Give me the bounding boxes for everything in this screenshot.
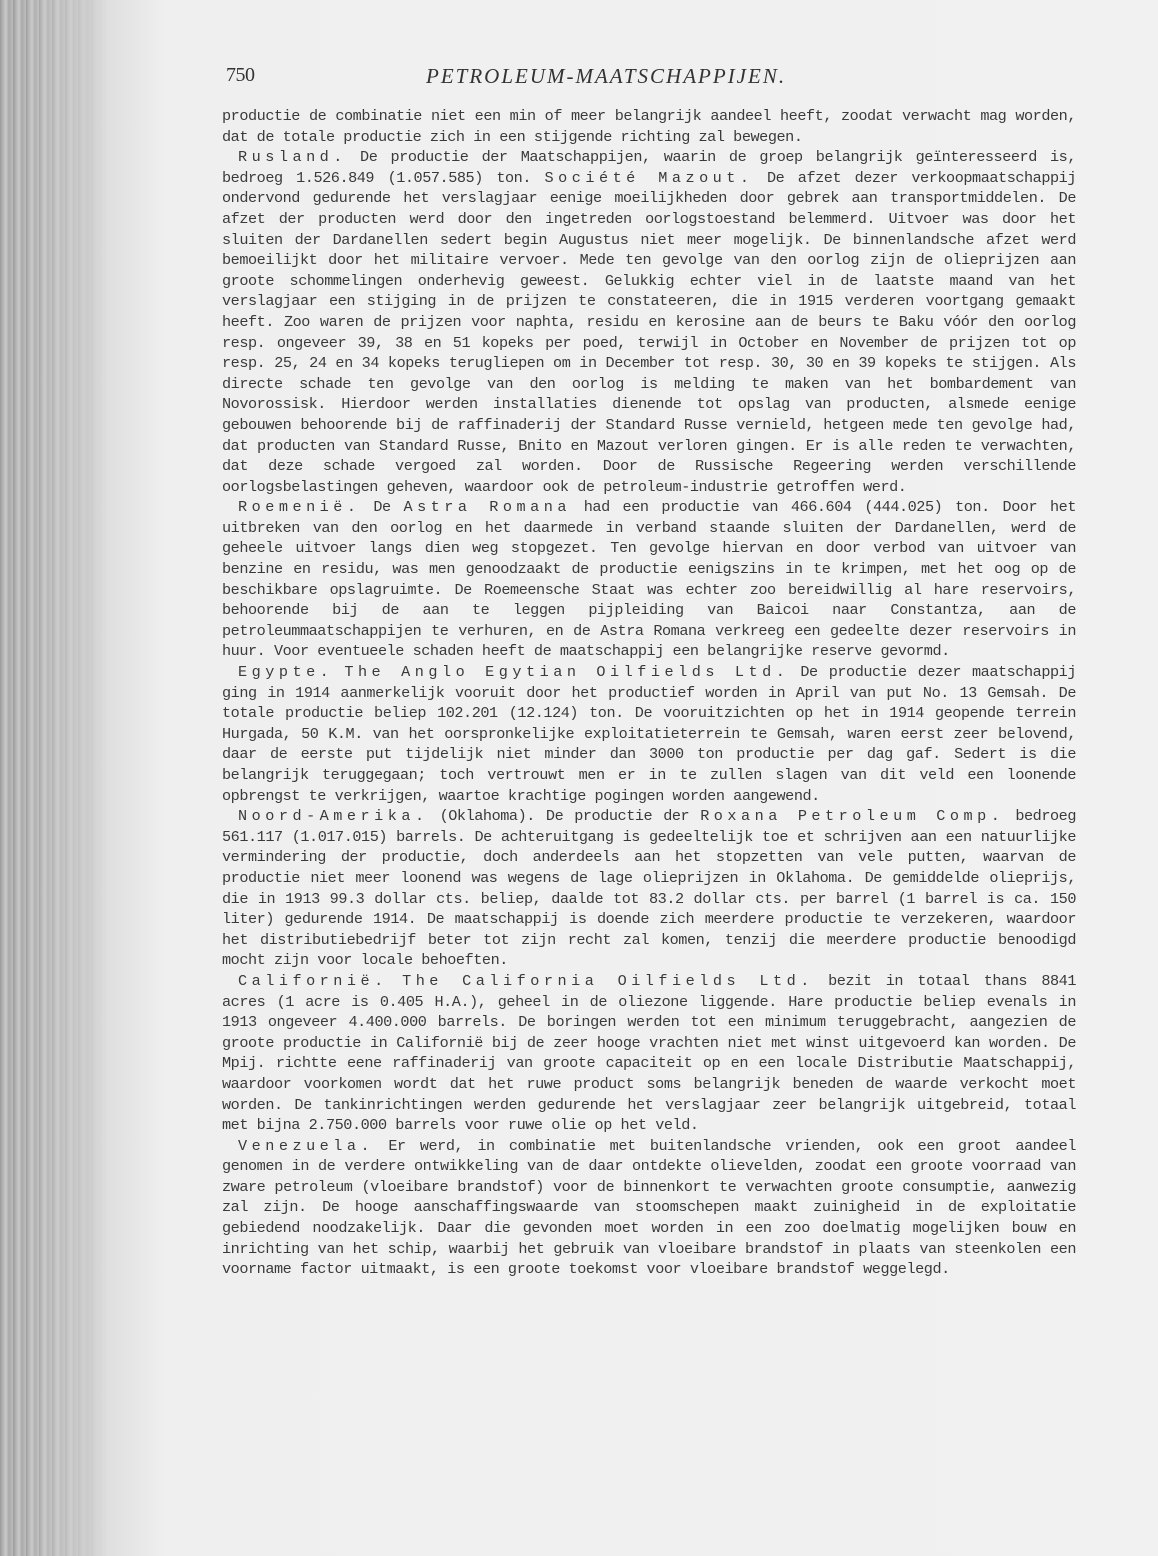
company-name-roxana: Roxana Petroleum Comp. [700,807,1005,826]
paragraph-intro [222,106,1076,147]
section-lead-californie: Californië. [238,971,388,990]
body-text [222,106,1076,1280]
paragraph-text: De afzet dezer verkoopmaatschappij ondervond gedurende het verslagjaar eenige moeilijkheden door gebrek aan transportmiddelen. De afzet der producten werd door den ingetreden oorlogstoestand belemmerd. Uitvoer was door het sluiten der Dardanellen sedert begin Augustus niet meer mogelijk. De binnenlandsche afzet werd bemoeilijkt door het militaire vervoer. Mede ten gevolge van den oorlog zijn de olieprijzen aan groote schommelingen onderhevig geweest. Gelukkig echter viel in de laatste maand van het verslagjaar een stijging in de prijzen te constateeren, die in 1915 verderen voortgang gemaakt heeft. Zoo waren de prijzen voor naphta, residu en kerosine aan de beurs te Baku vóór den oorlog resp. ongeveer 39, 38 en 51 kopeks per poed, terwijl in October en November de prijzen tot op resp. 25, 24 en 34 kopeks terugliepen om in December tot resp. 30, 30 en 39 kopeks te stijgen. Als directe schade ten gevolge van den oorlog is melding te maken van het bombardement van Novorossisk. Hierdoor werden installaties dienende tot opslag van producten, alsmede eenige gebouwen behoorende bij de raffinaderij der Standard Russe vernield, hetgeen mede ten gevolge had, dat producten van Standard Russe, Bnito en Mazout verloren gingen. Er is alle reden te verwachten, dat deze schade vergoed zal worden. Door de Russische Regeering werden verschillende oorlogsbelastingen geheven, waardoor ook de petroleum-industrie getroffen werd. [222,168,1077,496]
page-header [226,64,1076,94]
paragraph-text: De productie dezer maatschappij ging in 1914 aanmerkelijk vooruit door het productief worden in April van put No. 13 Gemsah. De totale productie beliep 102.201 (12.124) ton. De vooruitzichten op het in 1914 geopende terrein Hurgada, 50 K.M. van het oorspronkelijke exploitatieterrein te Gemsah, waren eerst zeer belovend, daar de eerste put tijdelijk niet minder dan 3000 ton productie per dag gaf. Sedert is die belangrijk teruggegaan; toch vertrouwt men er in te zullen slagen van dit veld een loonende opbrengst te verkrijgen, waartoe krachtige pogingen worden aangewend. [222,663,1076,805]
company-name-anglo-egyptian: The Anglo Egytian Oilfields Ltd. [344,663,790,682]
paragraph-egypte [222,662,1076,806]
paragraph-text: bedroeg 561.117 (1.017.015) barrels. De achteruitgang is gedeeltelijk toe et schrijven aan een natuurlijke vermindering der productie, doch anderdeels aan het stopzetten van vele putten, waarvan de productie niet meer loonend was wegens de lage olieprijzen in Oklahoma. De gemiddelde olieprijs, die in 1913 99.3 dollar cts. beliep, daalde tot 83.2 dollar cts. per barrel (1 barrel is ca. 150 liter) gedurende 1914. De maatschappij is doende zich meerdere productie te verzekeren, waardoor het distributiebedrijf beter tot zijn recht zal komen, tenzij die meerdere productie benoodigd mocht zijn voor locale behoeften. [222,807,1077,970]
section-lead-venezuela: Venezuela. [238,1136,375,1155]
section-lead-noord-amerika: Noord-Amerika. [238,807,429,826]
paragraph-text [388,972,402,990]
company-name-societe-mazout: Société Mazout. [544,168,754,187]
paragraph-venezuela [222,1136,1076,1280]
company-name-astra-romana: Astra Romana [403,498,571,517]
paragraph-text: had een productie van 466.604 (444.025) ton. Door het uitbreken van den oorlog en het daarmede in verband staande sluiten der Dardanellen, werd de geheele uitvoer langs dien weg stopgezet. Ten gevolge hiervan en door verbod van uitvoer van benzine en residu, was men genoodzaakt de productie eenigszins in te krimpen, met het oog op de beschikbare opslagruimte. De Roemeensche Staat was echter zoo bereidwillig al hare reservoirs, behoorende bij de aan te leggen pijpleiding van Baicoi naar Constantza, aan de petroleummaatschappijen te verhuren, en de Astra Romana verkreeg een gedeelte dezer reservoirs in huur. Voor eventueele schaden heeft de maatschappij een belangrijke reserve gevormd. [222,498,1076,661]
running-head: PETROLEUM-MAATSCHAPPIJEN. [426,64,787,88]
paragraph-noord-amerika [222,806,1076,971]
section-lead-rusland: Rusland. [238,148,347,167]
paragraph-rusland [222,147,1076,497]
page-number: 750 [226,64,255,86]
paragraph-text: bezit in totaal thans 8841 acres (1 acre is 0.405 H.A.), geheel in de oliezone liggende. Hare productie beliep evenals in 1913 ongeveer 4.400.000 barrels. De boringen werden tot een minimum teruggebracht, aangezien de groote productie in Californië bij de zeer hooge vrachten niet met winst uitgevoerd kan worden. De Mpij. richtte eene raffinaderij van groote capaciteit op en een locale Distributie Maatschappij, waardoor voorkomen wordt dat het ruwe product soms belangrijk beneden de waarde verkocht moet worden. De tankinrichtingen werden gedurende het verslagjaar zeer belangrijk uitgebreid, totaal met bijna 2.750.000 barrels voor ruwe olie op het veld. [222,971,1076,1135]
paragraph-roemenie [222,497,1076,662]
paragraph-text: Er werd, in combinatie met buitenlandsche vrienden, ook een groot aandeel genomen in de verdere ontwikkeling van de daar ontdekte olievelden, zoodat een groote voorraad van zware petroleum (vloeibare brandstof) voor de binnenkort te verwachten groote consumptie, aanwezig zal zijn. De hooge aanschaffingswaarde van stoomschepen maakt zuinigheid in de exploitatie gebiedend noodzakelijk. Daar die gevonden moet worden in een zoo doelmatig mogelijken bouw en inrichting van het schip, waarbij het gebruik van vloeibare brandstof in plaats van steenkolen een voorname factor uitmaakt, is een groote toekomst voor vloeibare brandstof weggelegd. [222,1136,1076,1279]
section-lead-egypte: Egypte. [238,663,334,682]
paragraph-text: (Oklahoma). De productie der [428,807,701,826]
paragraph-text: De [360,498,404,517]
section-lead-roemenie: Roemenië. [238,498,361,517]
paragraph-text [333,663,344,681]
paragraph-californie [222,971,1076,1136]
company-name-california-oilfields: The California Oilfields Ltd. [402,971,814,990]
paragraph-text: productie de combinatie niet een min of meer belangrijk aandeel heeft, zoodat verwacht mag worden, dat de totale productie zich in een stijgende richting zal bewegen. [222,107,1076,146]
paragraph-text: De productie der Maatschappijen, waarin de groep belangrijk geïnteresseerd is, bedroeg 1.526.849 (1.057.585) ton. [222,148,1076,187]
